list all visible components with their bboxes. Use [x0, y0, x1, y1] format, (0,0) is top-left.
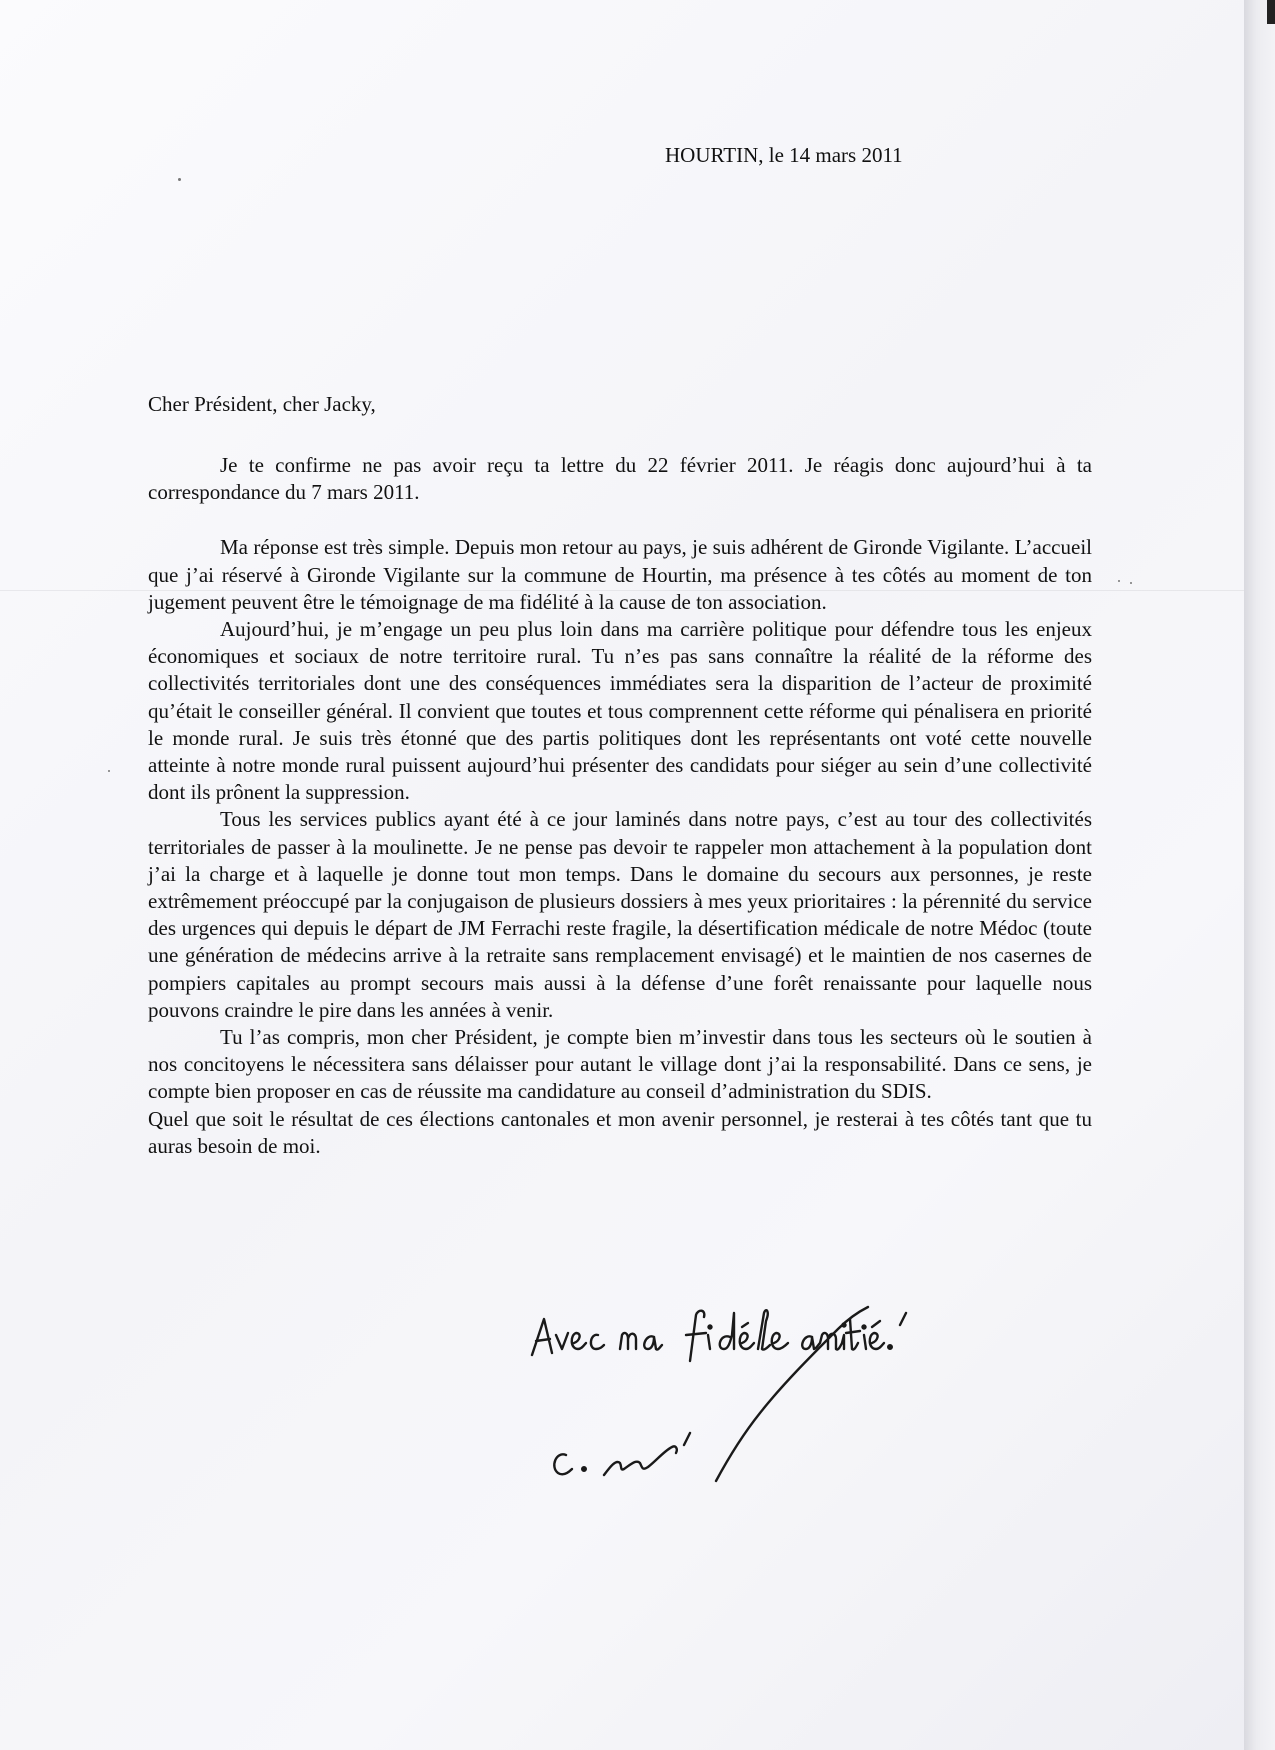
paragraph: Aujourd’hui, je m’engage un peu plus loin dans ma carrière politique pour défendre tous les enjeux économiques et sociaux de notre territoire rural. Tu n’es pas sans connaître la réalité de la réforme des collectivités territoriales dont une des conséquences immédiates sera la disparition de l’acteur de proximité qu’était le conseiller général. Il convient que toutes et tous comprennent cette réforme qui pénalisera en priorité le monde rural. Je suis très étonné que des partis politiques dont les représentants ont voté cette nouvelle atteinte à notre monde rural puissent aujourd’hui présenter des candidats pour siéger au sein d’une collectivité dont ils prônent la suppression.	[148, 617, 1092, 805]
letter-body	[148, 452, 1092, 1160]
signature-mark	[554, 1307, 868, 1481]
paragraph: Je te confirme ne pas avoir reçu ta lettre du 22 février 2011. Je réagis donc aujourd’hui à ta correspondance du 7 mars 2011.	[148, 453, 1092, 505]
date-line: HOURTIN, le 14 mars 2011	[665, 143, 903, 167]
paper-speck	[178, 178, 181, 181]
paper-speck	[1118, 580, 1120, 582]
paragraph: Tu l’as compris, mon cher Président, je compte bien m’investir dans tous les secteurs où le soutien à nos concitoyens le nécessitera sans délaisser pour autant le village dont j’ai la responsabilité. Dans ce sens, je compte bien proposer en cas de réussite ma candidature au conseil d’administration du SDIS.	[148, 1025, 1092, 1104]
paper-speck	[1130, 582, 1132, 584]
scan-corner	[1267, 0, 1275, 24]
paper-speck	[108, 770, 110, 772]
handwritten-signature	[520, 1305, 980, 1505]
paragraph: Ma réponse est très simple. Depuis mon retour au pays, je suis adhérent de Gironde Vigilante. L’accueil que j’ai réservé à Gironde Vigilante sur la commune de Hourtin, ma présence à tes côtés au moment de ton jugement peuvent être le témoignage de ma fidélité à la cause de ton association.	[148, 535, 1092, 614]
paragraph: Tous les services publics ayant été à ce jour laminés dans notre pays, c’est au tour des collectivités territoriales de passer à la moulinette. Je ne pense pas devoir te rappeler mon attachement à la population dont j’ai la charge et à laquelle je donne tout mon temps. Dans le domaine du secours aux personnes, je reste extrêmement préoccupé par la conjugaison de plusieurs dossiers à mes yeux prioritaires : la pérennité du service des urgences qui depuis le départ de JM Ferrachi reste fragile, la désertification médicale de notre Médoc (toute une génération de médecins arrive à la retraite sans remplacement envisagé) et le maintien de nos casernes de pompiers capitales au prompt secours mais aussi à la défense d’une forêt renaissante pour laquelle nous pouvons craindre le pire dans les années à venir.	[148, 807, 1092, 1022]
salutation: Cher Président, cher Jacky,	[148, 392, 376, 416]
paragraph: Quel que soit le résultat de ces élections cantonales et mon avenir personnel, je resterai à tes côtés tant que tu auras besoin de moi.	[148, 1106, 1092, 1158]
scan-edge	[1244, 0, 1275, 1750]
